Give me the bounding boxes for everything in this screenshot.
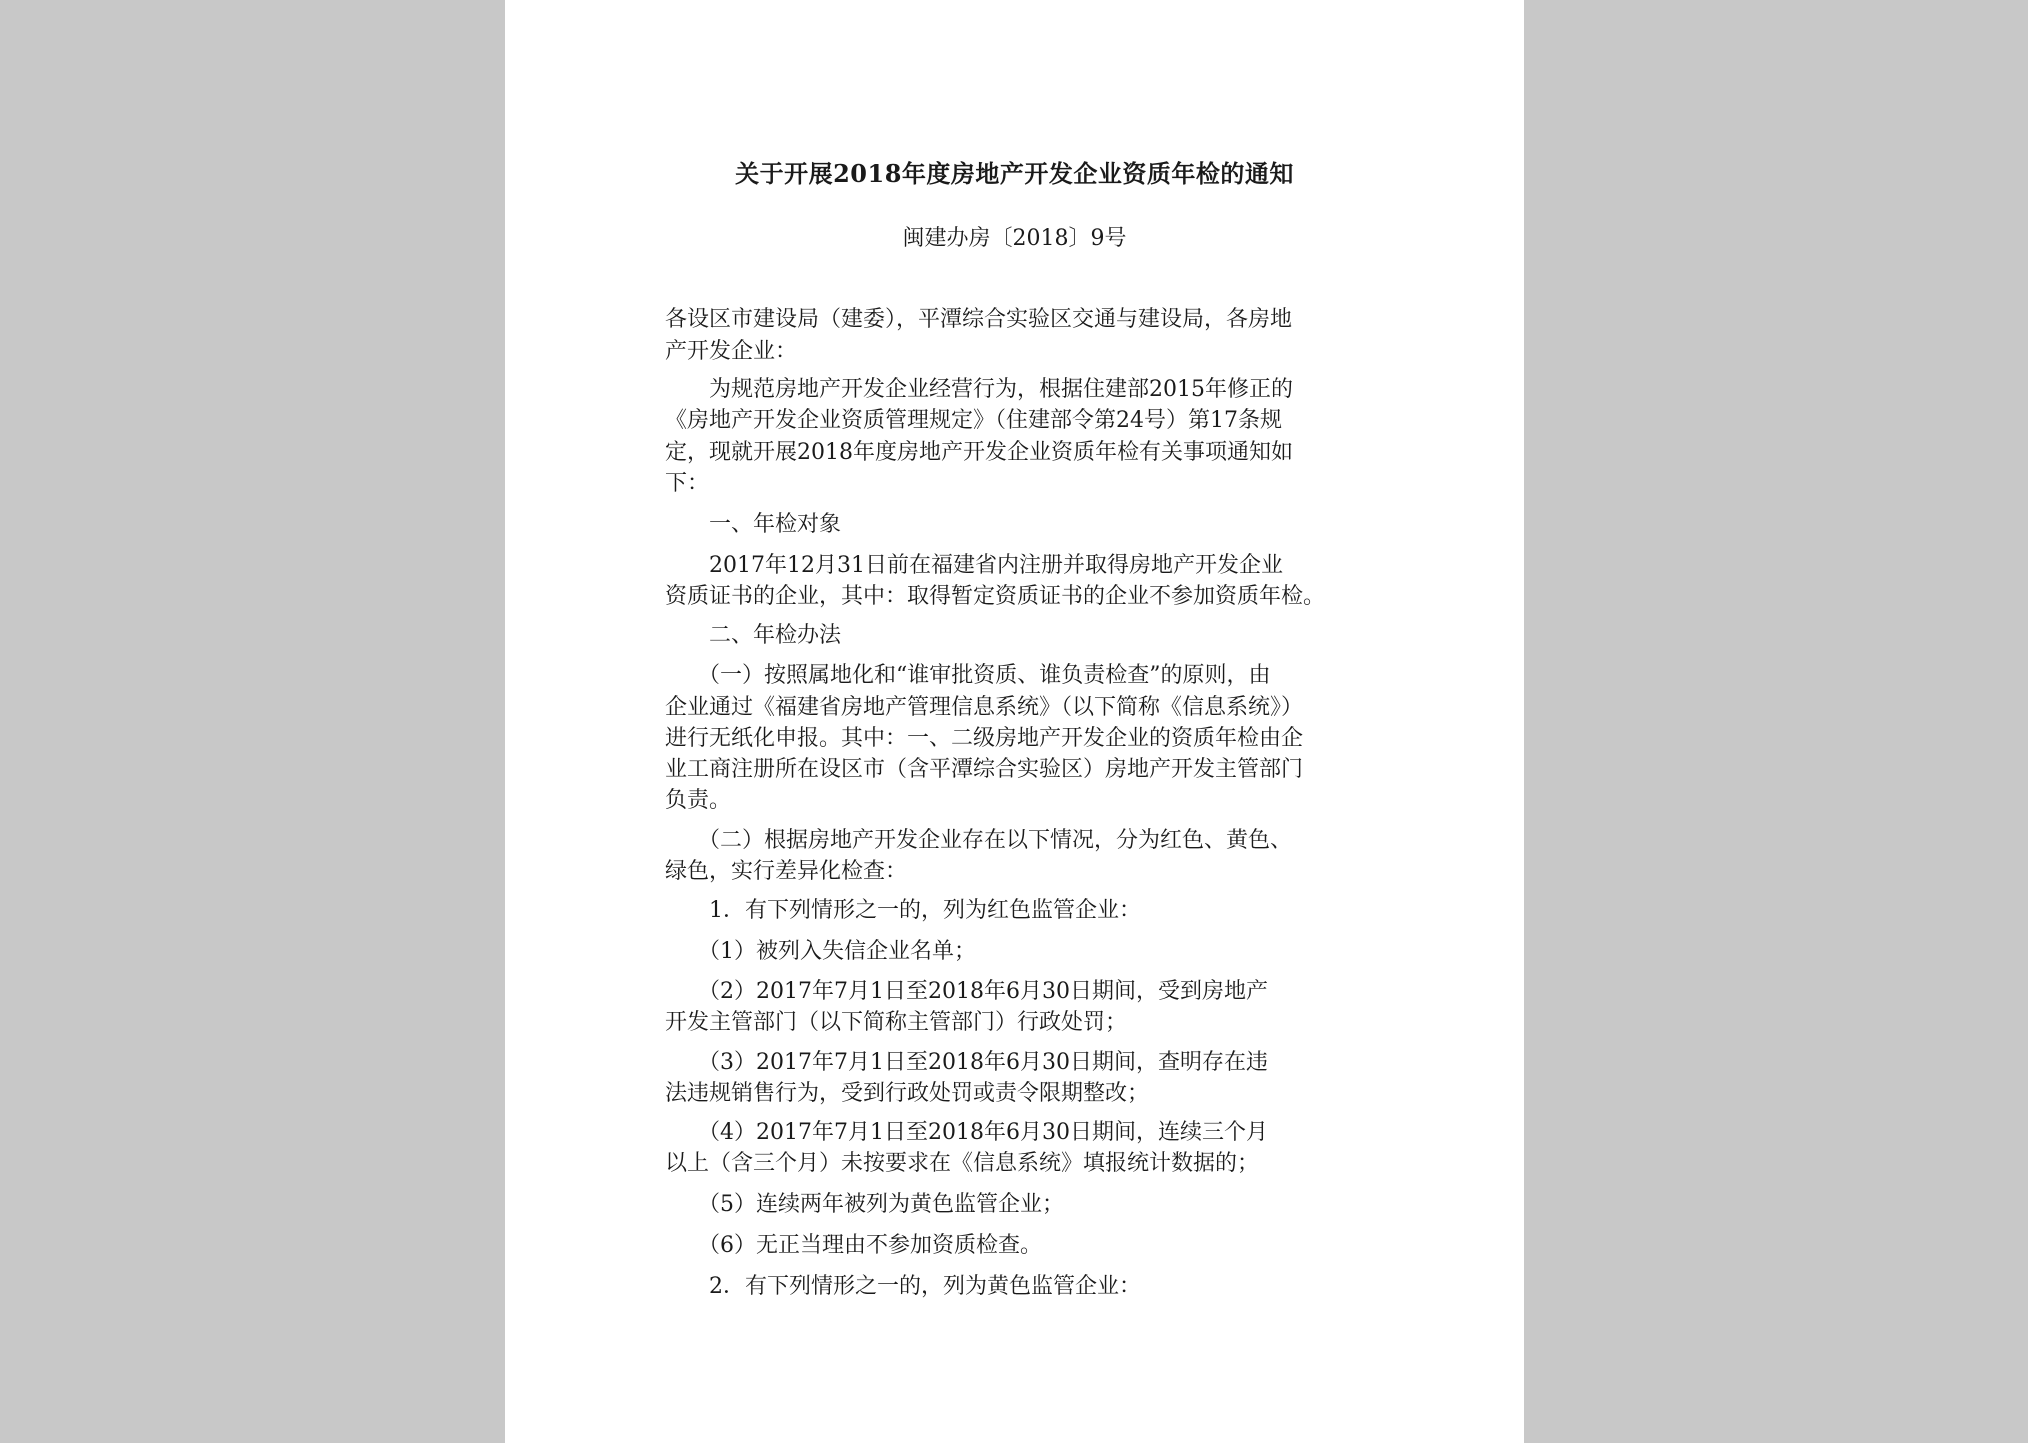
body-line: 法违规销售行为，受到行政处罚或责令限期整改； — [665, 1081, 1150, 1106]
document-number: 闽建办房〔2018〕9号 — [902, 226, 1127, 251]
document-page — [505, 0, 1524, 1443]
body-line: 2．有下列情形之一的，列为黄色监管企业： — [665, 1274, 1141, 1299]
section-heading: 一、年检对象 — [665, 512, 842, 537]
document-title: 关于开展2018年度房地产开发企业资质年检的通知 — [735, 159, 1294, 188]
body-line: 各设区市建设局（建委），平潭综合实验区交通与建设局，各房地 — [665, 307, 1293, 332]
body-line: （3）2017年7月1日至2018年6月30日期间，查明存在违 — [665, 1050, 1268, 1075]
body-line: （2）2017年7月1日至2018年6月30日期间，受到房地产 — [665, 979, 1268, 1004]
body-line: 开发主管部门（以下简称主管部门）行政处罚； — [665, 1010, 1128, 1035]
section-heading: 二、年检办法 — [665, 623, 842, 648]
body-line: （5）连续两年被列为黄色监管企业； — [665, 1192, 1064, 1217]
body-line: 进行无纸化申报。其中：一、二级房地产开发企业的资质年检由企 — [665, 726, 1304, 751]
body-line: 下： — [665, 471, 710, 496]
body-line: （一）按照属地化和“谁审批资质、谁负责检查”的原则，由 — [665, 663, 1271, 688]
body-line: 企业通过《福建省房地产管理信息系统》（以下简称《信息系统》） — [665, 695, 1304, 720]
body-line: 为规范房地产开发企业经营行为，根据住建部2015年修正的 — [665, 377, 1293, 402]
body-line: （1）被列入失信企业名单； — [665, 939, 976, 964]
body-line: 定，现就开展2018年度房地产开发企业资质年检有关事项通知如 — [665, 440, 1293, 465]
body-line: 资质证书的企业，其中：取得暂定资质证书的企业不参加资质年检。 — [665, 584, 1326, 609]
body-line: 负责。 — [665, 788, 732, 813]
body-line: （二）根据房地产开发企业存在以下情况，分为红色、黄色、 — [665, 828, 1293, 853]
body-line: 产开发企业： — [665, 339, 798, 364]
body-line: 《房地产开发企业资质管理规定》（住建部令第24号）第17条规 — [665, 408, 1282, 433]
body-line: 1．有下列情形之一的，列为红色监管企业： — [665, 898, 1141, 923]
body-line: 绿色，实行差异化检查： — [665, 859, 908, 884]
body-line: （4）2017年7月1日至2018年6月30日期间，连续三个月 — [665, 1120, 1268, 1145]
body-line: 2017年12月31日前在福建省内注册并取得房地产开发企业 — [665, 553, 1283, 578]
body-line: （6）无正当理由不参加资质检查。 — [665, 1233, 1042, 1258]
body-line: 业工商注册所在设区市（含平潭综合实验区）房地产开发主管部门 — [665, 757, 1304, 782]
body-line: 以上（含三个月）未按要求在《信息系统》填报统计数据的； — [665, 1151, 1260, 1176]
